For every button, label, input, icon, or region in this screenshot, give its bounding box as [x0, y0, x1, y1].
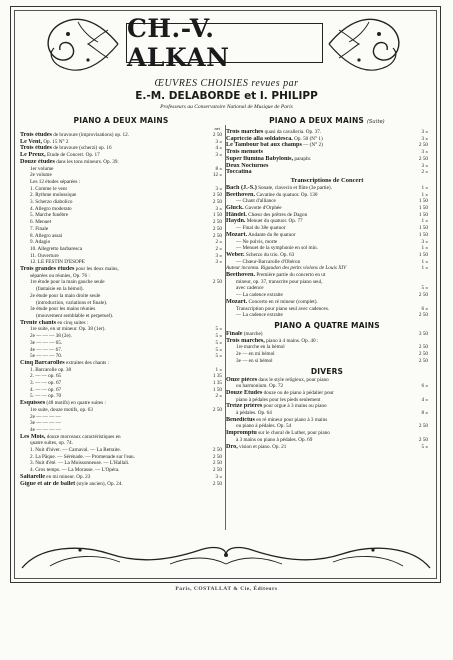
catalog-row	[226, 351, 428, 358]
catalog-title: 2. — — op. 65	[30, 373, 62, 380]
catalog-price: 3 »	[215, 185, 222, 192]
right-catalog-list-a	[226, 129, 428, 176]
catalog-title: 4e — — — —	[30, 426, 61, 433]
net-label: net	[214, 126, 220, 131]
catalog-row	[20, 380, 222, 387]
catalog-title: Trente chants en cinq suites :	[20, 319, 89, 326]
catalog-price: 3 50	[418, 330, 428, 337]
catalog-row	[20, 246, 222, 253]
catalog-title: — La cadence extraite	[236, 312, 283, 319]
right-section-suite: (Suite)	[366, 119, 385, 125]
catalog-row	[226, 397, 428, 404]
right-section-title-text: PIANO A DEUX MAINS	[269, 116, 365, 125]
catalog-row	[226, 163, 428, 170]
catalog-row	[226, 403, 428, 410]
catalog-row	[226, 156, 428, 163]
catalog-row	[20, 253, 222, 260]
catalog-row	[226, 312, 428, 319]
catalog-title: 4. — — op. 67	[30, 386, 62, 393]
catalog-row	[20, 333, 222, 340]
catalog-row	[20, 340, 222, 347]
divers-title: DIVERS	[310, 366, 344, 376]
catalog-price: 2 50	[418, 142, 428, 149]
catalog-title: Esquisses (48 motifs) en quatre suites :	[20, 400, 106, 407]
catalog-title: 3. Scherzo diabolico	[30, 199, 73, 206]
catalog-title: à pédales. Op. 64	[236, 410, 272, 417]
catalog-price: 2 50	[212, 406, 222, 413]
catalog-price: 2 50	[418, 423, 428, 430]
catalog-title: 4. Gros temps. — La Morasse. — L'Opéra.	[30, 467, 120, 474]
catalog-row	[226, 192, 428, 199]
catalog-price: 2 50	[418, 436, 428, 443]
catalog-row	[226, 169, 428, 176]
catalog-title: 7. Finale	[30, 225, 49, 232]
catalog-title: mineur, op. 37, transcrite pour piano seul,	[236, 278, 323, 285]
catalog-row	[20, 139, 222, 146]
catalog-title: piano à pédales pour les pieds seulement	[236, 396, 321, 403]
catalog-row	[20, 239, 222, 246]
catalog-row	[226, 149, 428, 156]
catalog-price: 3 »	[421, 129, 428, 135]
catalog-title: 5. Marche funèbre	[30, 212, 69, 219]
catalog-row	[20, 347, 222, 354]
catalog-row	[226, 331, 428, 338]
catalog-title: 3e — — — 65.	[30, 339, 63, 346]
catalog-row	[226, 423, 428, 430]
catalog-row	[226, 383, 428, 390]
transcriptions-title: Transcriptions de Concert	[290, 176, 364, 184]
catalog-row	[226, 430, 428, 437]
catalog-price: 1 50	[418, 231, 428, 238]
catalog-row	[20, 400, 222, 407]
catalog-row	[20, 440, 222, 447]
catalog-title: Händel. Chœur des prêtres de Dagon	[226, 211, 308, 218]
catalog-row	[20, 233, 222, 240]
bottom-flourish-ornament-icon	[20, 540, 433, 570]
catalog-title: Haydn. Menuet du quatuor. Op. 77	[226, 218, 303, 225]
catalog-price: 3 »	[215, 473, 222, 480]
catalog-row	[226, 218, 428, 225]
catalog-title: Douze Études douze ou de piano à pédalier pour	[226, 389, 334, 396]
right-catalog-list-b	[226, 185, 428, 319]
catalog-price: 3 »	[215, 259, 222, 266]
catalog-row	[20, 179, 222, 186]
catalog-price: 2 50	[418, 357, 428, 364]
catalog-price: 1 »	[421, 245, 428, 252]
catalog-title: 5. — — op. 70	[30, 393, 62, 400]
catalog-row	[226, 136, 428, 143]
catalog-title: quatre suites, op. 74.	[30, 440, 73, 447]
catalog-row	[20, 266, 222, 273]
catalog-title: Bach (J.-S.) Sonate, clavecin et flûte (3e partie).	[226, 184, 332, 191]
catalog-row	[226, 272, 428, 279]
catalog-title: Transcription pour piano seul avec cadences.	[236, 305, 330, 312]
catalog-title: Mozart. Concerto en ré mineur (complet).	[226, 298, 318, 305]
catalog-row	[20, 326, 222, 333]
catalog-price: 2 50	[418, 312, 428, 319]
catalog-title: Dro, vision et piano. Op. 21	[226, 443, 287, 450]
catalog-row	[226, 259, 428, 266]
catalog-price: 4 »	[421, 396, 428, 403]
catalog-row	[226, 142, 428, 149]
catalog-title: 1re suite, douze motifs, op. 63	[30, 406, 93, 413]
professors-line: Professeurs au Conservatoire National de Musique de Paris	[160, 104, 293, 110]
catalog-row	[226, 265, 428, 272]
catalog-price: 6 »	[421, 383, 428, 390]
catalog-price: 2 50	[212, 132, 222, 138]
catalog-title: Trois grandes études pour les deux mains,	[20, 266, 119, 273]
catalog-title: Capriccio alla soldatesca. Op. 50 (N° 1)	[226, 135, 323, 142]
catalog-price: 3 »	[421, 162, 428, 169]
catalog-title: Onze pièces dans le style religieux, pour piano	[226, 376, 329, 383]
catalog-price: 1 »	[215, 366, 222, 373]
right-column	[226, 114, 428, 450]
catalog-row	[226, 225, 428, 232]
catalog-title: 3. Nuit d'été. — La Moissonneuse. — L'Hallali.	[30, 460, 130, 467]
catalog-row	[20, 273, 222, 280]
catalog-price: 1 35	[212, 380, 222, 387]
catalog-price: 2 50	[418, 292, 428, 299]
catalog-title: ou piano à pédales. Op. 54	[236, 423, 292, 430]
catalog-title: 1re suite, en ut mineur. Op. 38 (1er).	[30, 326, 106, 333]
catalog-title: 5e — — — 70.	[30, 353, 63, 360]
catalog-title: 4. Allegro moderato	[30, 205, 72, 212]
catalog-title: 8. Allegro assai	[30, 232, 63, 239]
catalog-row	[20, 373, 222, 380]
catalog-title: Deux Nocturnes	[226, 162, 269, 169]
catalog-row	[226, 390, 428, 397]
catalog-title: à 3 mains ou piano à pédales. Op. 69	[236, 436, 313, 443]
catalog-price: 5 »	[215, 326, 222, 333]
catalog-title: 1. Nuit d'hiver. — Carnaval. — La Retraite.	[30, 447, 121, 454]
left-column	[20, 114, 222, 487]
catalog-title: 9. Adagio	[30, 239, 51, 246]
catalog-row	[20, 186, 222, 193]
catalog-row	[20, 286, 222, 293]
left-flourish-ornament-icon	[38, 10, 120, 77]
catalog-row	[20, 360, 222, 367]
catalog-title: 2. Rythme molossique	[30, 192, 77, 199]
catalog-row	[20, 199, 222, 206]
catalog-row	[226, 292, 428, 299]
title-box	[126, 14, 323, 72]
catalog-title: ou harmonium. Op. 72	[236, 383, 284, 390]
catalog-title: séparées ou réunies, Op. 76 :	[30, 272, 90, 279]
catalog-price: 2 50	[212, 219, 222, 226]
catalog-price: 2 »	[215, 245, 222, 252]
catalog-row	[20, 393, 222, 400]
editors: E.-M. DELABORDE et I. PHILIPP	[135, 90, 318, 102]
catalog-price: 5 »	[215, 346, 222, 353]
catalog-row	[20, 367, 222, 374]
catalog-price: 3 »	[215, 152, 222, 159]
catalog-title: Gluck. Gavotte d'Orphée	[226, 205, 282, 212]
catalog-row	[226, 239, 428, 246]
right-flourish-ornament-icon	[327, 10, 409, 77]
catalog-title: 2e étude pour la main droite seule	[30, 292, 101, 299]
catalog-price: 5 »	[215, 333, 222, 340]
catalog-title: Trois études de bravoure (scherzi) op. 16	[20, 145, 112, 152]
catalog-row	[226, 417, 428, 424]
catalog-row	[20, 420, 222, 427]
catalog-title: Gigue et air de ballet (style ancien), Op. 24.	[20, 480, 123, 487]
catalog-row	[226, 306, 428, 313]
catalog-row	[20, 152, 222, 159]
catalog-title: — Chœur-Barcarolle d'Obéron	[236, 258, 301, 265]
catalog-price: 1 »	[421, 191, 428, 198]
catalog-title: Trois études de bravoure (improvisations) op. 12.	[20, 132, 129, 138]
catalog-title: Weber. Scherzo du trio. Op. 63	[226, 251, 295, 258]
catalog-row	[20, 219, 222, 226]
catalog-price: 1 »	[421, 258, 428, 265]
catalog-title: 4e — — — 67.	[30, 346, 63, 353]
catalog-title: 1er volume	[30, 165, 54, 172]
catalog-title: Trois menuets	[226, 149, 264, 156]
catalog-title: Le Vent, Op. 15 N° 2	[20, 138, 69, 145]
catalog-price: 2 50	[212, 225, 222, 232]
catalog-row	[20, 447, 222, 454]
catalog-row	[20, 300, 222, 307]
catalog-row	[20, 259, 222, 266]
catalog-title: 2e — en mi bémol	[236, 351, 275, 358]
catalog-price: 2 50	[212, 453, 222, 460]
catalog-row	[20, 132, 222, 139]
catalog-price: 2 50	[212, 467, 222, 474]
catalog-row	[20, 353, 222, 360]
catalog-title: Cinq Barcarolles extraites des chants :	[20, 359, 110, 366]
catalog-row	[20, 460, 222, 467]
catalog-row	[20, 481, 222, 488]
catalog-price: 2 50	[212, 460, 222, 467]
catalog-price: 1 50	[418, 205, 428, 212]
catalog-row	[20, 467, 222, 474]
catalog-row	[226, 198, 428, 205]
catalog-title: Finale (marche)	[226, 330, 263, 337]
catalog-title: Le Tambour bat aux champs — (N° 2)	[226, 142, 323, 149]
catalog-price: 12 »	[212, 172, 222, 179]
catalog-title: Treize prières pour orgue à 3 mains ou piano	[226, 403, 327, 410]
catalog-price: 2 50	[212, 480, 222, 487]
catalog-title: 3. — — op. 67	[30, 380, 62, 387]
catalog-row	[226, 129, 428, 136]
catalog-row	[20, 313, 222, 320]
catalog-title: 1re marche en la bémol	[236, 344, 285, 351]
catalog-title: (fantaisie en la bémol).	[36, 286, 84, 293]
catalog-row	[20, 206, 222, 213]
catalog-row	[20, 212, 222, 219]
catalog-price: 3 »	[421, 135, 428, 142]
left-section-title: PIANO A DEUX MAINS	[73, 116, 169, 125]
catalog-title: 3e — — — —	[30, 420, 61, 427]
catalog-title: Trois marches quasi da cavalleria. Op. 37.	[226, 129, 322, 135]
catalog-title: Beethoven. Première partie du concerto en ut	[226, 272, 326, 279]
catalog-price: 1 50	[418, 225, 428, 232]
catalog-row	[20, 427, 222, 434]
catalog-price: 4 »	[215, 145, 222, 152]
catalog-price: 1 »	[421, 265, 428, 272]
catalog-price: 1 50	[212, 212, 222, 219]
catalog-title: Trois marches, piano à 4 mains. Op. 40 :	[226, 337, 319, 344]
catalog-title: 3e — en si bémol	[236, 357, 273, 364]
catalog-title: 1. Barcarolle op. 38	[30, 366, 72, 373]
catalog-title: — Final du 38e quatuor	[236, 225, 286, 232]
catalog-title: 2. La Pâque. — Sérénade. — Promenade sur l'eau.	[30, 453, 135, 460]
four-hands-title: PIANO A QUATRE MAINS	[274, 320, 380, 330]
catalog-title: Le Preux, Étude de Concert. Op. 17	[20, 152, 100, 159]
catalog-row	[20, 293, 222, 300]
catalog-title: Impromptu sur le choral de Luther, pour piano	[226, 430, 330, 437]
catalog-row	[226, 437, 428, 444]
catalog-price: 2 50	[212, 279, 222, 286]
catalog-price: 2 50	[212, 199, 222, 206]
catalog-title: 10. Allegretto barbaresca	[30, 245, 82, 252]
catalog-row	[20, 172, 222, 179]
catalog-row	[226, 338, 428, 345]
catalog-title: 1re étude pour la main gauche seule	[30, 279, 105, 286]
catalog-title: — Menuet de la symphonie en sol min.	[236, 245, 318, 252]
catalog-title: 12. LE FESTIN D'ESOPE	[30, 259, 85, 266]
catalog-title: Douze études dans les tons mineurs. Op. 39.	[20, 158, 119, 165]
catalog-title: Super flumina Babylonis, paraphr.	[226, 155, 312, 162]
catalog-price: 2 50	[418, 351, 428, 358]
catalog-title: 2e volume	[30, 172, 52, 179]
catalog-price: 2 »	[215, 239, 222, 246]
catalog-price: 3 »	[421, 149, 428, 156]
catalog-price: 5 »	[215, 339, 222, 346]
publisher-line: Paris, COSTALLAT & Cie, Éditeurs	[175, 586, 278, 592]
catalog-row	[20, 166, 222, 173]
catalog-price: 2 »	[421, 169, 428, 176]
catalog-row	[226, 358, 428, 365]
catalog-price: 1 »	[421, 218, 428, 225]
catalog-price: 8 »	[215, 165, 222, 172]
catalog-row	[226, 444, 428, 451]
catalog-price: 2 50	[212, 447, 222, 454]
catalog-price: 5 »	[421, 443, 428, 450]
catalog-price: 1 50	[212, 386, 222, 393]
catalog-title: Saltarelle en mi mineur. Op. 23	[20, 473, 91, 480]
catalog-price: 3 »	[215, 205, 222, 212]
catalog-title: — Ne pulvis, morte	[236, 238, 278, 245]
catalog-price: 2 »	[215, 393, 222, 400]
catalog-title: Les Mois, douze morceaux caractéristiques en	[20, 433, 121, 440]
catalog-title: Benedictus en ré mineur pour piano à 3 mains	[226, 416, 328, 423]
catalog-row	[20, 454, 222, 461]
catalog-price: 2 50	[418, 155, 428, 162]
catalog-price: 8 »	[421, 410, 428, 417]
catalog-row	[226, 279, 428, 286]
catalog-title: 6. Menuet	[30, 219, 52, 226]
catalog-row	[20, 407, 222, 414]
catalog-price: 1 50	[418, 198, 428, 205]
catalog-price: 2 50	[212, 232, 222, 239]
catalog-title: Beethoven. Cavatine du quatuor. Op. 130	[226, 191, 318, 198]
catalog-row	[226, 299, 428, 306]
right-catalog-list-d	[226, 377, 428, 451]
catalog-price: 6 »	[421, 305, 428, 312]
catalog-row	[20, 159, 222, 166]
catalog-row	[226, 377, 428, 384]
catalog-title: Toccatina	[226, 169, 252, 176]
catalog-title: 1. Comme le vent	[30, 185, 67, 192]
subtitle: ŒUVRES CHOISIES revues par	[154, 78, 299, 89]
catalog-title: 3e étude pour les mains réunies	[30, 306, 96, 313]
catalog-title: — La cadence extraite	[236, 292, 283, 299]
catalog-title: 11. Ouverture	[30, 252, 59, 259]
catalog-title: (mouvement semblable et perpetuel).	[36, 312, 114, 319]
catalog-title: Les 12 études séparées :	[30, 178, 81, 185]
catalog-row	[226, 252, 428, 259]
catalog-price: 1 »	[421, 184, 428, 191]
catalog-row	[226, 205, 428, 212]
catalog-price: 3 »	[215, 138, 222, 145]
catalog-row	[226, 232, 428, 239]
catalog-title: — Chant d'alliance	[236, 198, 276, 205]
catalog-row	[226, 245, 428, 252]
catalog-row	[226, 185, 428, 192]
header	[38, 10, 409, 77]
catalog-price: 2 50	[212, 192, 222, 199]
catalog-title: 2e — — — 38 (2e).	[30, 333, 72, 340]
left-catalog-list	[20, 132, 222, 487]
right-section-title	[226, 116, 428, 125]
catalog-price: 1 50	[418, 251, 428, 258]
catalog-row	[226, 212, 428, 219]
catalog-row	[226, 344, 428, 351]
catalog-row	[226, 285, 428, 292]
catalog-price: 5 »	[215, 353, 222, 360]
catalog-row	[20, 279, 222, 286]
catalog-row	[20, 474, 222, 481]
catalog-title: Mozart. Andante du 8e quatuor	[226, 231, 296, 238]
catalog-price: 3 »	[215, 252, 222, 259]
catalog-row	[20, 320, 222, 327]
catalog-title: Auteur inconnu. Rigaudon des petits violons de Louis XIV	[226, 265, 347, 272]
catalog-row	[20, 306, 222, 313]
catalog-title: 2e — — — —	[30, 413, 61, 420]
right-catalog-list-c	[226, 331, 428, 365]
catalog-title: avec cadence	[236, 285, 264, 292]
catalog-price: 2 50	[418, 344, 428, 351]
catalog-row	[20, 192, 222, 199]
catalog-row	[20, 226, 222, 233]
catalog-price: 5 »	[421, 285, 428, 292]
catalog-price: 1 50	[418, 211, 428, 218]
composer-title: CH.-V. ALKAN	[127, 14, 230, 72]
catalog-price: 3 »	[421, 238, 428, 245]
catalog-row	[20, 145, 222, 152]
catalog-title: (introduction, variations et finale).	[36, 299, 108, 306]
catalog-row	[226, 410, 428, 417]
catalog-row	[20, 414, 222, 421]
catalog-row	[20, 387, 222, 394]
catalog-price: 1 35	[212, 373, 222, 380]
catalog-row	[20, 434, 222, 441]
